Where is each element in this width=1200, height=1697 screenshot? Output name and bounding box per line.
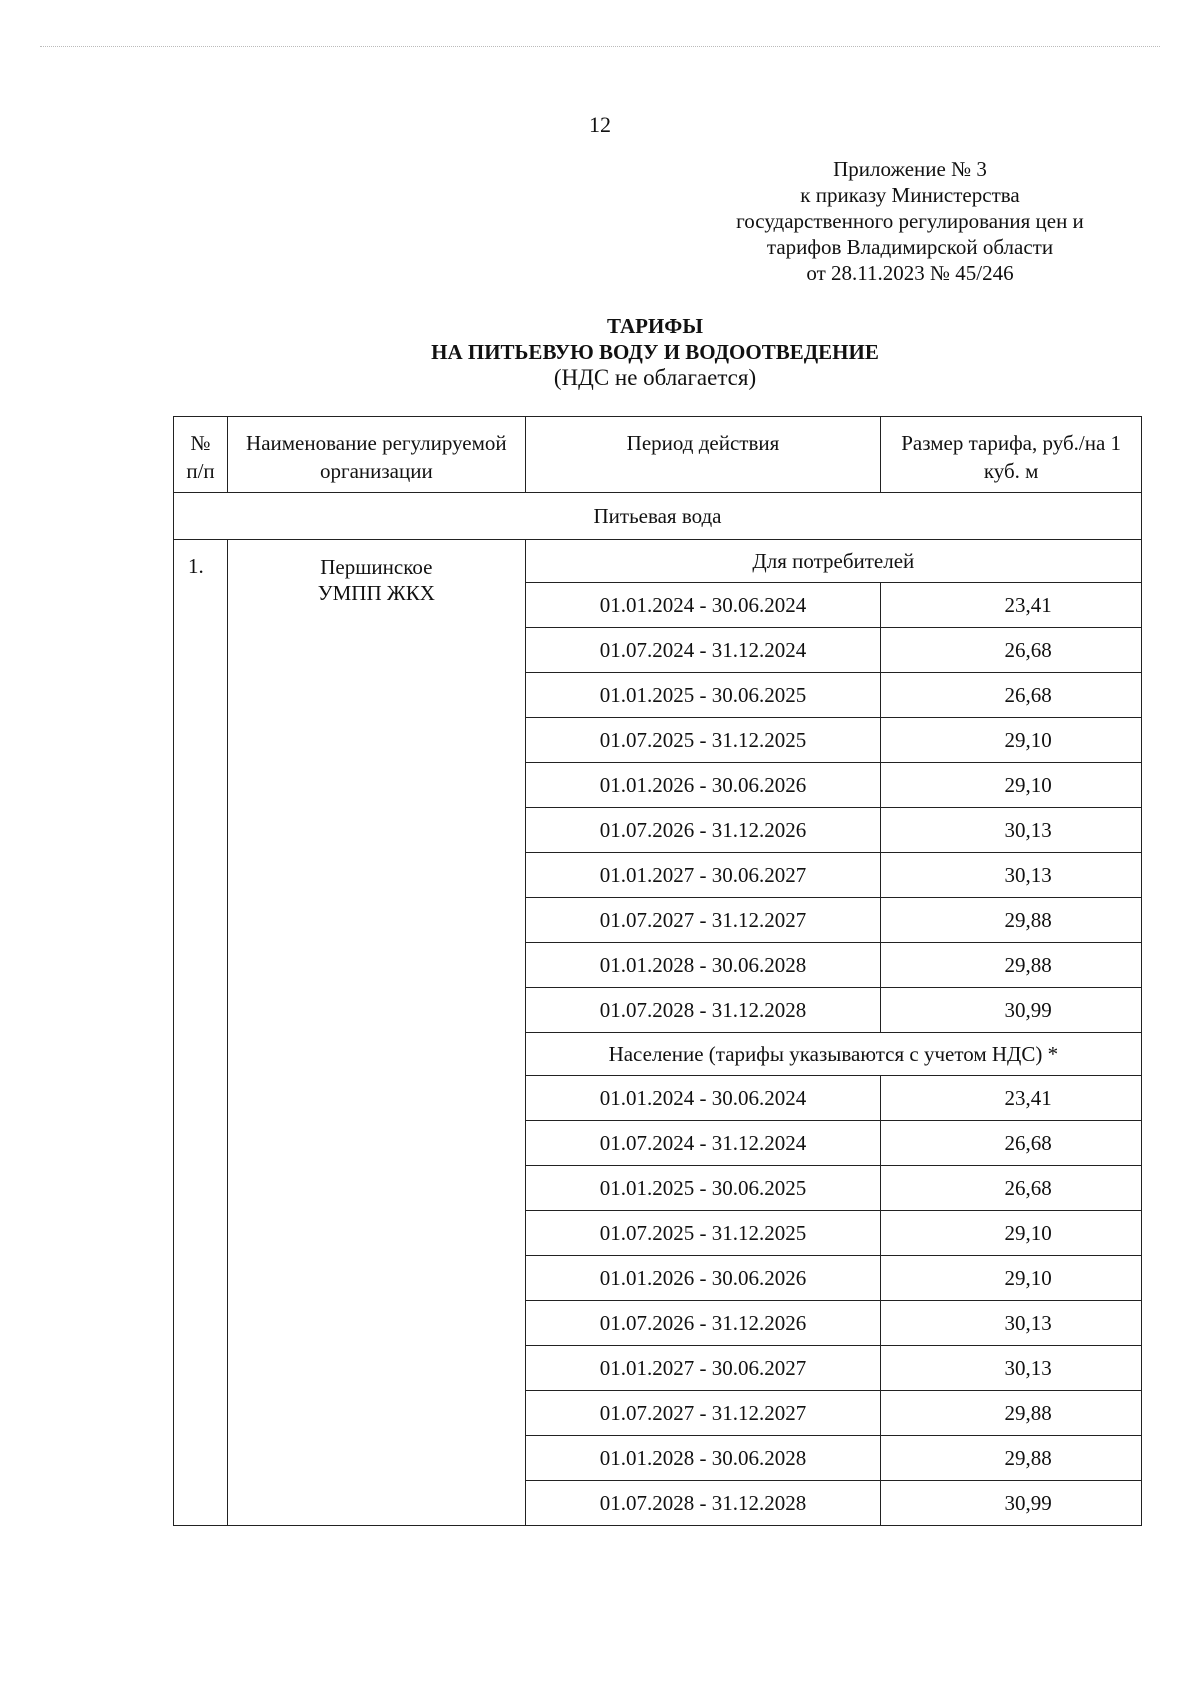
tariff-table: [173, 416, 1142, 1526]
period-cell: 01.01.2026 - 30.06.2026: [525, 763, 881, 808]
rate-cell: 30,13: [881, 1346, 1142, 1391]
appendix-line: к приказу Министерства: [800, 183, 1020, 207]
rate-cell: 29,10: [881, 1256, 1142, 1301]
group-row: [174, 540, 1142, 583]
period-cell: 01.01.2026 - 30.06.2026: [525, 1256, 881, 1301]
rate-cell: 29,88: [881, 943, 1142, 988]
period-cell: 01.07.2025 - 31.12.2025: [525, 1211, 881, 1256]
period-cell: 01.01.2025 - 30.06.2025: [525, 1166, 881, 1211]
period-cell: 01.07.2024 - 31.12.2024: [525, 628, 881, 673]
document-title: [0, 313, 1200, 391]
rate-cell: 26,68: [881, 628, 1142, 673]
rate-cell: 26,68: [881, 1121, 1142, 1166]
title-subline: (НДС не облагается): [553, 365, 757, 390]
org-name-line: Першинское: [320, 555, 433, 579]
period-cell: 01.07.2026 - 31.12.2026: [525, 1301, 881, 1346]
org-name: [227, 540, 525, 1526]
appendix-line: тарифов Владимирской области: [766, 235, 1054, 259]
period-cell: 01.01.2025 - 30.06.2025: [525, 673, 881, 718]
page-number: 12: [589, 112, 611, 137]
period-cell: 01.01.2027 - 30.06.2027: [525, 1346, 881, 1391]
period-cell: 01.01.2028 - 30.06.2028: [525, 943, 881, 988]
period-cell: 01.01.2024 - 30.06.2024: [525, 1076, 881, 1121]
rate-cell: 23,41: [881, 583, 1142, 628]
section-label: Питьевая вода: [174, 493, 1142, 540]
rate-cell: 30,99: [881, 1481, 1142, 1526]
period-cell: 01.07.2028 - 31.12.2028: [525, 988, 881, 1033]
section-row: [174, 493, 1142, 540]
header-rate: Размер тарифа, руб./на 1 куб. м: [881, 417, 1142, 493]
period-cell: 01.07.2027 - 31.12.2027: [525, 898, 881, 943]
header-num: № п/п: [174, 417, 228, 493]
title-line: НА ПИТЬЕВУЮ ВОДУ И ВОДООТВЕДЕНИЕ: [431, 340, 879, 364]
rate-cell: 29,10: [881, 763, 1142, 808]
rate-cell: 29,10: [881, 718, 1142, 763]
period-cell: 01.01.2027 - 30.06.2027: [525, 853, 881, 898]
title-line: ТАРИФЫ: [607, 314, 703, 338]
period-cell: 01.07.2028 - 31.12.2028: [525, 1481, 881, 1526]
rate-cell: 30,13: [881, 1301, 1142, 1346]
scan-artifact-line: [40, 46, 1160, 47]
period-cell: 01.07.2027 - 31.12.2027: [525, 1391, 881, 1436]
group-label: Для потребителей: [525, 540, 1141, 583]
rate-cell: 26,68: [881, 673, 1142, 718]
period-cell: 01.07.2024 - 31.12.2024: [525, 1121, 881, 1166]
rate-cell: 23,41: [881, 1076, 1142, 1121]
rate-cell: 29,88: [881, 1436, 1142, 1481]
header-period: Период действия: [525, 417, 881, 493]
appendix-line: государственного регулирования цен и: [736, 209, 1084, 233]
header-org: Наименование регулируемой организации: [227, 417, 525, 493]
rate-cell: 30,13: [881, 853, 1142, 898]
rate-cell: 29,88: [881, 1391, 1142, 1436]
appendix-line: Приложение № 3: [833, 157, 987, 181]
group-label: Население (тарифы указываются с учетом НДС) *: [525, 1033, 1141, 1076]
rate-cell: 30,13: [881, 808, 1142, 853]
period-cell: 01.01.2024 - 30.06.2024: [525, 583, 881, 628]
org-number: 1.: [174, 540, 228, 1526]
rate-cell: 29,10: [881, 1211, 1142, 1256]
appendix-block: [690, 156, 1130, 286]
period-cell: 01.01.2028 - 30.06.2028: [525, 1436, 881, 1481]
appendix-line: от 28.11.2023 № 45/246: [806, 261, 1014, 285]
period-cell: 01.07.2025 - 31.12.2025: [525, 718, 881, 763]
rate-cell: 26,68: [881, 1166, 1142, 1211]
org-name-line: УМПП ЖКХ: [317, 581, 435, 605]
period-cell: 01.07.2026 - 31.12.2026: [525, 808, 881, 853]
table-header-row: [174, 417, 1142, 493]
rate-cell: 30,99: [881, 988, 1142, 1033]
rate-cell: 29,88: [881, 898, 1142, 943]
